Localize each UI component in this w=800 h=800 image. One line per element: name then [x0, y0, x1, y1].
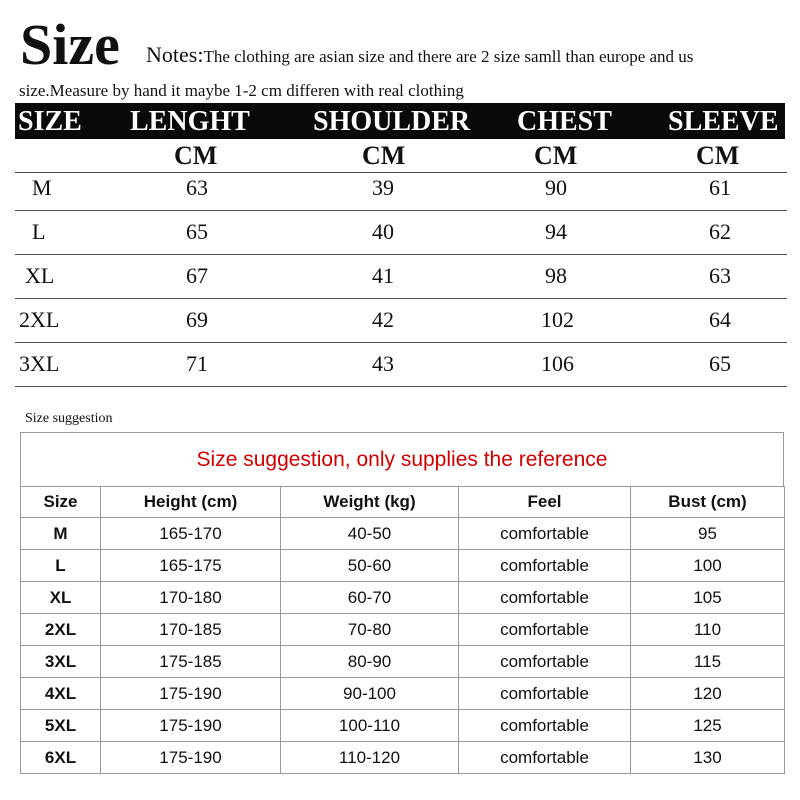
size-cell: XL: [25, 263, 55, 288]
length-cell: 65: [186, 219, 208, 244]
size-cell: 2XL: [21, 614, 101, 646]
height-cell: 170-180: [101, 582, 281, 614]
chest-cell: 90: [545, 175, 567, 200]
notes-line-1: [146, 44, 693, 68]
size-cell: 2XL: [19, 307, 60, 332]
weight-cell: 50-60: [281, 550, 459, 582]
notes-text-1: The clothing are asian size and there are 2 size samll than europe and us: [203, 47, 694, 66]
height-cell: 165-170: [101, 518, 281, 550]
shoulder-cell: 42: [372, 307, 394, 332]
height-cell: 175-185: [101, 646, 281, 678]
length-cell: 69: [186, 307, 208, 332]
feel-cell: comfortable: [459, 582, 631, 614]
chest-cell: 102: [541, 307, 574, 332]
feel-cell: comfortable: [459, 742, 631, 774]
length-cell: 67: [186, 263, 208, 288]
notes-label: Notes:: [146, 42, 204, 67]
bust-cell: 130: [631, 742, 785, 774]
feel-cell: comfortable: [459, 614, 631, 646]
measurement-row: [15, 342, 787, 387]
weight-cell: 60-70: [281, 582, 459, 614]
measurement-row: [15, 166, 787, 211]
col-header-feel: Feel: [459, 487, 631, 518]
height-cell: 170-185: [101, 614, 281, 646]
bust-cell: 115: [631, 646, 785, 678]
header-length: LENGHT: [130, 106, 250, 137]
shoulder-cell: 40: [372, 219, 394, 244]
sleeve-cell: 61: [709, 175, 731, 200]
suggestion-header-row: [21, 487, 785, 518]
size-cell: M: [32, 175, 52, 200]
header-shoulder: SHOULDER: [313, 106, 471, 137]
bust-cell: 95: [631, 518, 785, 550]
header-chest: CHEST: [517, 106, 612, 137]
length-cell: 63: [186, 175, 208, 200]
sleeve-cell: 64: [709, 307, 731, 332]
size-cell: 3XL: [19, 351, 60, 376]
table-row: [21, 614, 785, 646]
size-cell: L: [32, 219, 46, 244]
feel-cell: comfortable: [459, 710, 631, 742]
header-sleeve: SLEEVE: [668, 106, 779, 137]
col-header-height: Height (cm): [101, 487, 281, 518]
table-row: [21, 550, 785, 582]
header-size: SIZE: [18, 106, 82, 137]
suggestion-caption: Size suggestion: [25, 411, 113, 426]
sleeve-cell: 63: [709, 263, 731, 288]
shoulder-cell: 39: [372, 175, 394, 200]
weight-cell: 90-100: [281, 678, 459, 710]
sleeve-cell: 65: [709, 351, 731, 376]
feel-cell: comfortable: [459, 678, 631, 710]
unit-sleeve: CM: [696, 141, 740, 170]
height-cell: 175-190: [101, 742, 281, 774]
weight-cell: 40-50: [281, 518, 459, 550]
feel-cell: comfortable: [459, 550, 631, 582]
weight-cell: 100-110: [281, 710, 459, 742]
measurement-row: [15, 210, 787, 255]
table-row: [21, 678, 785, 710]
unit-chest: CM: [534, 141, 578, 170]
chest-cell: 106: [541, 351, 574, 376]
height-cell: 175-190: [101, 710, 281, 742]
bust-cell: 120: [631, 678, 785, 710]
size-cell: M: [21, 518, 101, 550]
chest-cell: 98: [545, 263, 567, 288]
size-cell: 5XL: [21, 710, 101, 742]
height-cell: 165-175: [101, 550, 281, 582]
suggestion-table: [20, 486, 785, 774]
shoulder-cell: 41: [372, 263, 394, 288]
table-row: [21, 742, 785, 774]
table-row: [21, 582, 785, 614]
size-cell: 3XL: [21, 646, 101, 678]
size-cell: L: [21, 550, 101, 582]
bust-cell: 110: [631, 614, 785, 646]
weight-cell: 80-90: [281, 646, 459, 678]
bust-cell: 105: [631, 582, 785, 614]
sleeve-cell: 62: [709, 219, 731, 244]
size-cell: 6XL: [21, 742, 101, 774]
feel-cell: comfortable: [459, 518, 631, 550]
page-title: Size: [20, 12, 120, 77]
notes-line-2: size.Measure by hand it maybe 1-2 cm differen with real clothing: [19, 81, 464, 100]
height-cell: 175-190: [101, 678, 281, 710]
col-header-weight: Weight (kg): [281, 487, 459, 518]
unit-shoulder: CM: [362, 141, 406, 170]
size-cell: 4XL: [21, 678, 101, 710]
measurement-row: [15, 254, 787, 299]
shoulder-cell: 43: [372, 351, 394, 376]
weight-cell: 70-80: [281, 614, 459, 646]
col-header-size: Size: [21, 487, 101, 518]
unit-length: CM: [174, 141, 218, 170]
table-row: [21, 518, 785, 550]
length-cell: 71: [186, 351, 208, 376]
weight-cell: 110-120: [281, 742, 459, 774]
col-header-bust: Bust (cm): [631, 487, 785, 518]
chest-cell: 94: [545, 219, 567, 244]
table-row: [21, 710, 785, 742]
bust-cell: 100: [631, 550, 785, 582]
feel-cell: comfortable: [459, 646, 631, 678]
suggestion-headline: Size suggestion, only supplies the reference: [196, 448, 608, 471]
size-cell: XL: [21, 582, 101, 614]
measurement-row: [15, 298, 787, 343]
bust-cell: 125: [631, 710, 785, 742]
table-row: [21, 646, 785, 678]
